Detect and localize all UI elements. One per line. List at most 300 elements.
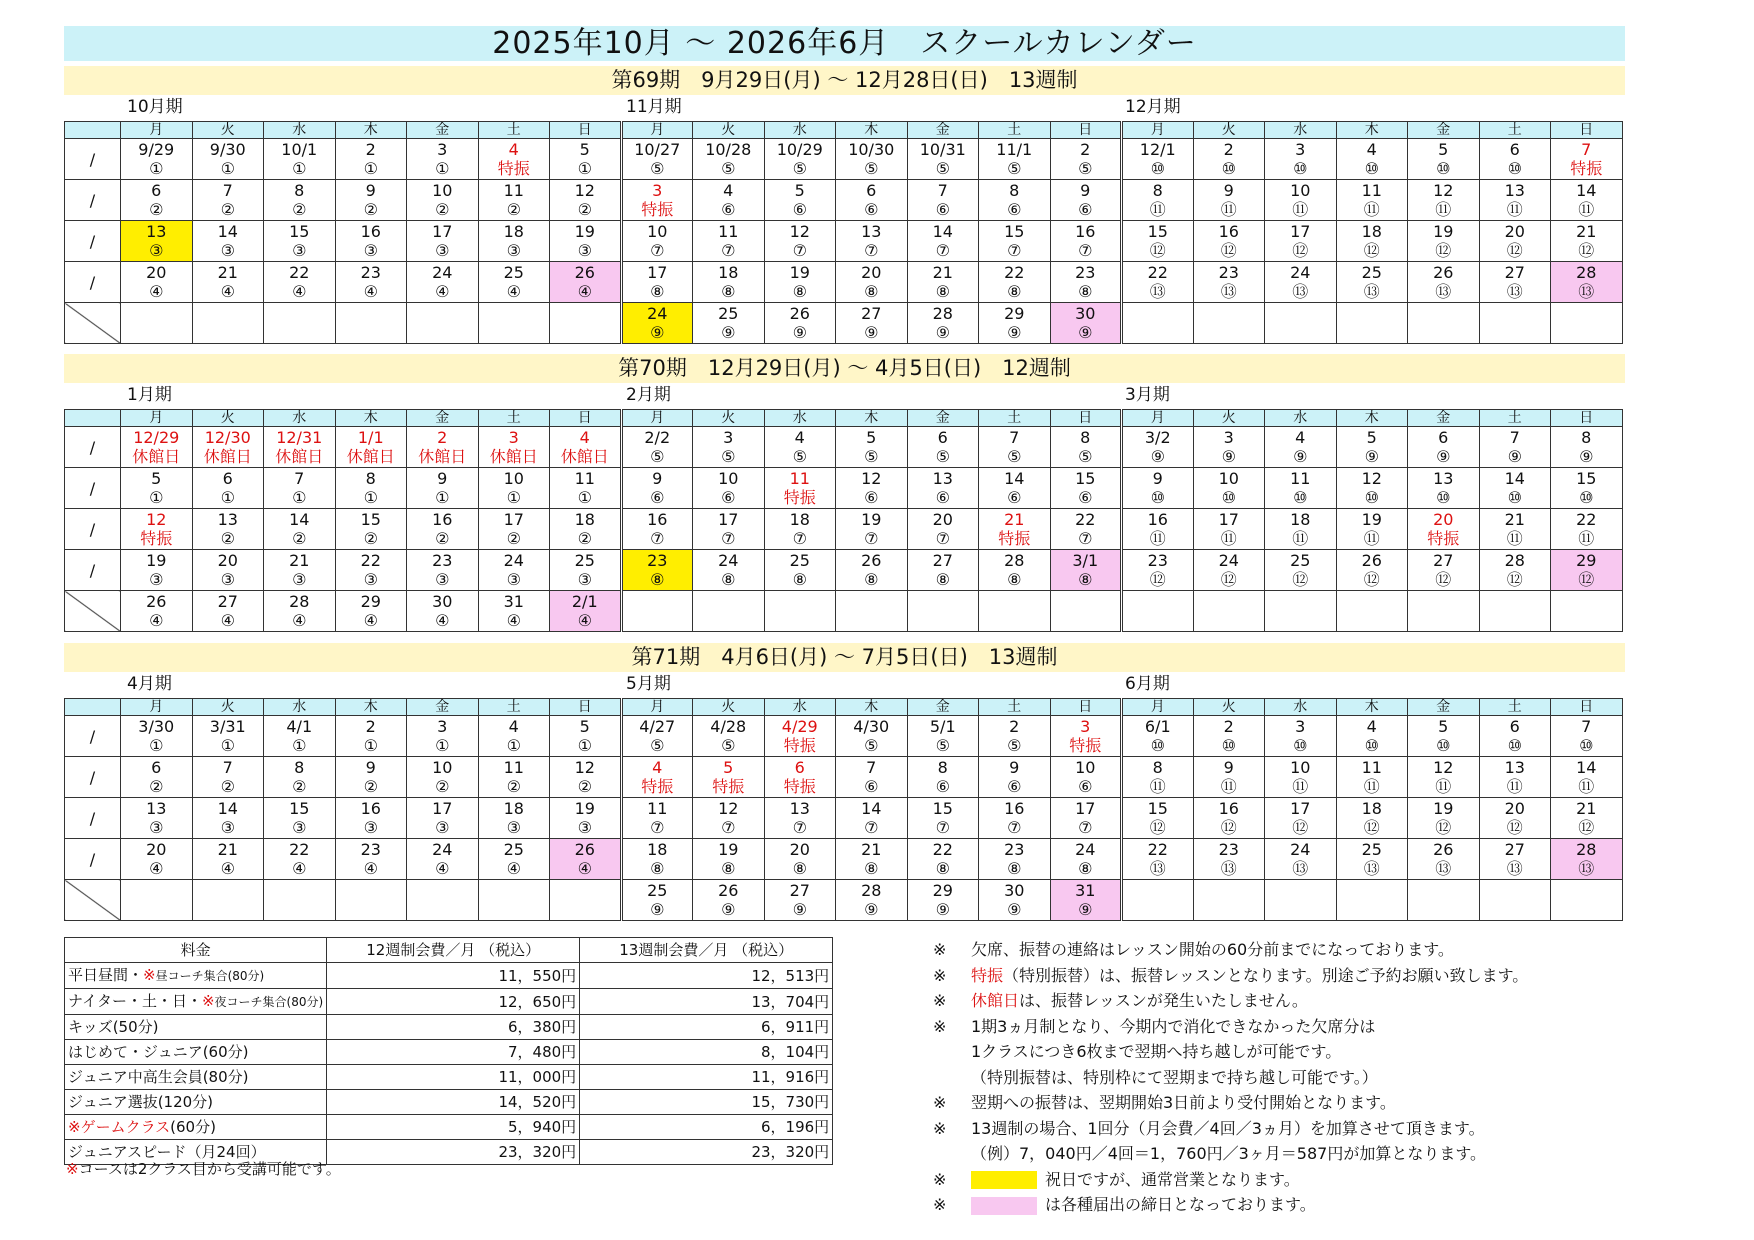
price-12-weeks: 23，320円: [327, 1140, 580, 1165]
day-cell: [1408, 303, 1480, 344]
day-date: 10/30: [848, 140, 895, 159]
week-number: ⑪: [1506, 529, 1523, 548]
day-cell: [1050, 468, 1122, 509]
day-cell: [907, 303, 979, 344]
day-date: 30: [1004, 881, 1025, 900]
day-cell: [1122, 262, 1194, 303]
day-cell: [1551, 221, 1623, 262]
day-date: 3: [437, 717, 448, 736]
day-date: 11: [1290, 469, 1311, 488]
day-cell: [1265, 716, 1337, 757]
week-number: ⑨: [1436, 447, 1451, 466]
week-number: 休館日: [203, 447, 252, 466]
day-cell: [1551, 427, 1623, 468]
day-date: 9: [1009, 758, 1020, 777]
day-cell: [1551, 509, 1623, 550]
day-date: 14: [217, 222, 238, 241]
day-cell: [1479, 468, 1551, 509]
day-date: 6/1: [1144, 717, 1171, 736]
week-number: ⑧: [935, 282, 950, 301]
day-date: 9: [1223, 758, 1234, 777]
week-number: ⑪: [1220, 200, 1237, 219]
weekday-header: 金: [1408, 122, 1480, 139]
day-date: 3/30: [138, 717, 175, 736]
day-date: 20: [1504, 799, 1525, 818]
day-cell: [1050, 757, 1122, 798]
day-date: 27: [1433, 551, 1454, 570]
week-number: ⑫: [1220, 241, 1237, 260]
week-number: ⑦: [1078, 529, 1093, 548]
day-date: 7: [866, 758, 877, 777]
week-number: ⑩: [1436, 159, 1451, 178]
day-date: 9: [1152, 469, 1163, 488]
weekday-header: 土: [979, 410, 1051, 427]
day-date: 22: [1004, 263, 1025, 282]
day-date: 3: [1295, 717, 1306, 736]
day-date: 8: [937, 758, 948, 777]
day-date: 19: [789, 263, 810, 282]
day-cell: [907, 509, 979, 550]
day-date: 20: [146, 840, 167, 859]
header-corner: [65, 699, 121, 716]
day-date: 5: [579, 717, 590, 736]
day-cell: [1408, 757, 1480, 798]
day-cell: [979, 262, 1051, 303]
price-12-weeks: 12，650円: [327, 989, 580, 1015]
day-date: 22: [360, 551, 381, 570]
week-number: ⑬: [1435, 282, 1452, 301]
week-number: ⑫: [1363, 570, 1380, 589]
day-cell: [1050, 509, 1122, 550]
day-date: 25: [1290, 551, 1311, 570]
day-date: 18: [574, 510, 595, 529]
week-number: ⑦: [792, 818, 807, 837]
footnote-mark: ※: [66, 1160, 79, 1178]
week-number: ⑤: [1007, 447, 1022, 466]
week-number: ⑦: [1007, 241, 1022, 260]
week-number: 特振: [783, 736, 816, 755]
day-date: 16: [1147, 510, 1168, 529]
day-cell: [335, 221, 407, 262]
weekday-header: 土: [979, 122, 1051, 139]
day-cell: [979, 221, 1051, 262]
day-cell: [621, 839, 693, 880]
weekday-header: 木: [335, 410, 407, 427]
day-date: 22: [289, 840, 310, 859]
day-date: 10/31: [919, 140, 966, 159]
day-cell: [1336, 262, 1408, 303]
price-12-weeks: 7，480円: [327, 1040, 580, 1065]
day-cell: [1479, 509, 1551, 550]
week-number: ⑨: [1364, 447, 1379, 466]
day-cell: [550, 427, 622, 468]
day-date: 24: [503, 551, 524, 570]
weekday-header: 火: [1193, 410, 1265, 427]
day-date: 7: [1509, 428, 1520, 447]
day-date: 19: [146, 551, 167, 570]
day-cell: [1551, 139, 1623, 180]
week-number: ⑩: [1221, 736, 1236, 755]
day-date: 14: [1576, 181, 1597, 200]
week-number: ③: [435, 570, 450, 589]
week-number: ④: [577, 611, 592, 630]
week-number: ⑥: [792, 200, 807, 219]
day-cell: [264, 468, 336, 509]
weekday-header: 金: [1408, 699, 1480, 716]
day-cell: [478, 757, 550, 798]
day-date: 11: [503, 758, 524, 777]
week-number: ⑬: [1149, 859, 1166, 878]
weekday-header: 水: [764, 410, 836, 427]
day-cell: [907, 262, 979, 303]
week-number: ②: [220, 777, 235, 796]
day-date: 5: [579, 140, 590, 159]
week-number: ③: [292, 570, 307, 589]
day-date: 29: [360, 592, 381, 611]
pricing-row: [65, 1040, 833, 1065]
row-mark: [65, 880, 121, 921]
month-label: 4月期: [127, 674, 172, 694]
day-date: 4/28: [710, 717, 747, 736]
day-date: 10: [1075, 758, 1096, 777]
day-cell: [1551, 716, 1623, 757]
price-13-weeks: 12，513円: [580, 963, 833, 989]
day-date: 21: [289, 551, 310, 570]
day-cell: [478, 591, 550, 632]
day-cell: [1408, 139, 1480, 180]
day-cell: [192, 839, 264, 880]
price-13-weeks: 6，196円: [580, 1115, 833, 1140]
day-cell: [1479, 839, 1551, 880]
day-date: 17: [1290, 222, 1311, 241]
day-date: 27: [1504, 840, 1525, 859]
day-date: 15: [289, 799, 310, 818]
pricing-row: [65, 963, 833, 989]
day-cell: [764, 427, 836, 468]
week-number: ⑬: [1220, 859, 1237, 878]
week-number: ⑥: [935, 488, 950, 507]
day-date: 23: [1218, 263, 1239, 282]
weekday-header: 金: [907, 122, 979, 139]
week-number: ①: [292, 736, 307, 755]
day-cell: [264, 262, 336, 303]
day-date: 4/27: [639, 717, 676, 736]
week-number: ②: [220, 529, 235, 548]
day-date: 6: [151, 181, 162, 200]
pricing-footnote: [66, 1158, 341, 1179]
day-cell: [1122, 221, 1194, 262]
day-cell: [335, 303, 407, 344]
day-date: 29: [1004, 304, 1025, 323]
pricing-row: [65, 1065, 833, 1090]
day-cell: [1122, 550, 1194, 591]
day-cell: [1336, 550, 1408, 591]
weekday-header: 火: [693, 122, 765, 139]
price-13-weeks: 11，916円: [580, 1065, 833, 1090]
day-date: 20: [861, 263, 882, 282]
week-row: [65, 303, 1623, 344]
day-cell: [1050, 262, 1122, 303]
day-date: 13: [1504, 181, 1525, 200]
day-cell: [1193, 468, 1265, 509]
day-cell: [1122, 591, 1194, 632]
week-number: ⑩: [1507, 159, 1522, 178]
page-title: 2025年10月 ～ 2026年6月 スクールカレンダー: [64, 26, 1625, 61]
calendar-table: [64, 409, 1623, 632]
day-date: 20: [217, 551, 238, 570]
day-cell: [621, 262, 693, 303]
day-cell: [836, 798, 908, 839]
week-number: ③: [506, 818, 521, 837]
day-date: 25: [647, 881, 668, 900]
week-number: ⑥: [721, 200, 736, 219]
month-label: 12月期: [1125, 97, 1181, 117]
day-cell: [550, 591, 622, 632]
day-cell: [1551, 262, 1623, 303]
day-cell: [335, 591, 407, 632]
day-cell: [1479, 880, 1551, 921]
week-number: ⑬: [1292, 859, 1309, 878]
day-date: 12: [861, 469, 882, 488]
day-date: 21: [1004, 510, 1025, 529]
day-date: 11: [503, 181, 524, 200]
week-number: ④: [506, 859, 521, 878]
day-cell: [335, 468, 407, 509]
week-number: ⑦: [650, 529, 665, 548]
day-cell: [192, 180, 264, 221]
day-cell: [1265, 221, 1337, 262]
day-cell: [1479, 798, 1551, 839]
day-cell: [1551, 468, 1623, 509]
week-number: ②: [577, 200, 592, 219]
week-row: [65, 221, 1623, 262]
week-number: ②: [292, 777, 307, 796]
week-number: ⑫: [1506, 241, 1523, 260]
day-cell: [621, 591, 693, 632]
day-cell: [407, 180, 479, 221]
week-number: ②: [435, 529, 450, 548]
day-date: 26: [1433, 263, 1454, 282]
week-number: ③: [292, 241, 307, 260]
day-date: 4: [794, 428, 805, 447]
day-date: 8: [1009, 181, 1020, 200]
week-number: ⑥: [1078, 200, 1093, 219]
month-label: 3月期: [1125, 385, 1170, 405]
week-number: ⑨: [1007, 900, 1022, 919]
pricing-row: [65, 1090, 833, 1115]
day-cell: [1122, 757, 1194, 798]
week-number: ⑤: [1078, 159, 1093, 178]
day-date: 14: [1504, 469, 1525, 488]
day-cell: [907, 757, 979, 798]
week-number: ⑦: [935, 818, 950, 837]
note-6b: （例）7，040円／4回＝1，760円／3ヶ月＝587円が加算となります。: [971, 1144, 1487, 1163]
day-date: 23: [360, 840, 381, 859]
day-cell: [621, 716, 693, 757]
day-cell: [1193, 839, 1265, 880]
week-number: ⑫: [1506, 570, 1523, 589]
week-number: ④: [363, 859, 378, 878]
week-number: ⑫: [1435, 818, 1452, 837]
week-number: ⑦: [1078, 241, 1093, 260]
pricing-header: 12週制会費／月 （税込）: [327, 938, 580, 963]
week-number: ⑧: [1078, 859, 1093, 878]
day-cell: [621, 798, 693, 839]
day-date: 5: [1438, 717, 1449, 736]
week-number: ⑩: [1150, 736, 1165, 755]
week-number: ④: [435, 282, 450, 301]
week-number: ②: [506, 777, 521, 796]
day-date: 8: [1152, 181, 1163, 200]
week-number: ⑥: [650, 488, 665, 507]
day-cell: [907, 139, 979, 180]
day-date: 19: [861, 510, 882, 529]
week-number: ⑩: [1507, 736, 1522, 755]
day-cell: [335, 180, 407, 221]
week-number: ④: [220, 859, 235, 878]
weekday-header: 火: [693, 410, 765, 427]
week-number: ①: [363, 159, 378, 178]
day-date: 16: [1218, 799, 1239, 818]
week-number: ⑩: [1221, 159, 1236, 178]
day-cell: [836, 509, 908, 550]
week-number: ③: [149, 241, 164, 260]
day-date: 26: [146, 592, 167, 611]
day-date: 18: [1361, 799, 1382, 818]
week-number: ⑪: [1220, 777, 1237, 796]
weekday-header: 日: [550, 410, 622, 427]
week-number: ⑫: [1149, 570, 1166, 589]
day-date: 26: [861, 551, 882, 570]
day-cell: [621, 757, 693, 798]
day-date: 12: [574, 758, 595, 777]
week-row: [65, 839, 1623, 880]
day-cell: [478, 303, 550, 344]
month-label: 11月期: [626, 97, 682, 117]
week-number: ③: [363, 818, 378, 837]
row-mark: /: [65, 509, 121, 550]
week-number: ⑪: [1149, 529, 1166, 548]
day-cell: [1193, 139, 1265, 180]
note-mark: ※: [933, 991, 947, 1010]
day-date: 17: [432, 799, 453, 818]
day-cell: [550, 262, 622, 303]
day-cell: [1408, 427, 1480, 468]
weekday-header: 月: [121, 122, 193, 139]
week-number: ②: [363, 529, 378, 548]
week-number: ⑥: [864, 200, 879, 219]
day-date: 17: [432, 222, 453, 241]
day-date: 6: [794, 758, 805, 777]
price-13-weeks: 15，730円: [580, 1090, 833, 1115]
weekday-header: 月: [1122, 122, 1194, 139]
day-cell: [121, 221, 193, 262]
day-cell: [550, 509, 622, 550]
day-cell: [1122, 839, 1194, 880]
week-number: ⑪: [1149, 777, 1166, 796]
day-date: 9: [1223, 181, 1234, 200]
week-number: ④: [435, 859, 450, 878]
note-2-red: 特振: [971, 965, 1004, 985]
note-mark: ※: [933, 1169, 947, 1189]
day-cell: [1336, 880, 1408, 921]
day-date: 13: [146, 799, 167, 818]
day-cell: [1408, 591, 1480, 632]
weekday-header: 水: [764, 122, 836, 139]
week-number: ⑫: [1292, 241, 1309, 260]
month-label: 2月期: [626, 385, 671, 405]
day-cell: [764, 468, 836, 509]
weekday-header: 金: [407, 410, 479, 427]
price-12-weeks: 6，380円: [327, 1015, 580, 1040]
week-number: ①: [149, 736, 164, 755]
day-date: 17: [503, 510, 524, 529]
day-cell: [693, 262, 765, 303]
week-number: ④: [506, 611, 521, 630]
week-number: ⑨: [1078, 900, 1093, 919]
note-8: は各種届出の締日となっております。: [1045, 1195, 1316, 1214]
day-date: 11: [647, 799, 668, 818]
day-date: 8: [1080, 428, 1091, 447]
week-number: ②: [292, 200, 307, 219]
day-cell: [1479, 716, 1551, 757]
day-date: 20: [1433, 510, 1454, 529]
week-number: ⑪: [1220, 529, 1237, 548]
week-number: ⑧: [864, 859, 879, 878]
week-number: ⑨: [1078, 323, 1093, 342]
day-date: 26: [1361, 551, 1382, 570]
day-date: 22: [1576, 510, 1597, 529]
course-label: ジュニアスピード（月24回）: [68, 1143, 266, 1161]
week-number: 特振: [1069, 736, 1102, 755]
day-cell: [192, 591, 264, 632]
day-cell: [1050, 716, 1122, 757]
day-cell: [907, 880, 979, 921]
day-cell: [1265, 550, 1337, 591]
week-number: ②: [577, 777, 592, 796]
week-number: ⑫: [1292, 818, 1309, 837]
day-cell: [836, 880, 908, 921]
week-number: ⑨: [1579, 447, 1594, 466]
day-cell: [121, 180, 193, 221]
week-number: ⑦: [1078, 818, 1093, 837]
day-cell: [264, 880, 336, 921]
day-cell: [550, 839, 622, 880]
week-number: ①: [292, 488, 307, 507]
day-date: 28: [289, 592, 310, 611]
note-7: 祝日ですが、通常営業となります。: [1045, 1169, 1300, 1189]
week-number: ③: [292, 818, 307, 837]
week-number: ⑩: [1221, 488, 1236, 507]
day-date: 6: [1509, 717, 1520, 736]
day-date: 22: [1147, 263, 1168, 282]
week-number: ⑥: [935, 777, 950, 796]
week-row: [65, 591, 1623, 632]
holiday-swatch: [971, 1171, 1037, 1189]
day-date: 13: [217, 510, 238, 529]
row-mark: /: [65, 716, 121, 757]
day-date: 2: [365, 140, 376, 159]
week-number: ①: [506, 736, 521, 755]
week-number: ⑨: [935, 900, 950, 919]
day-cell: [1408, 716, 1480, 757]
course-name: [65, 1090, 327, 1115]
day-cell: [335, 262, 407, 303]
day-date: 24: [1290, 840, 1311, 859]
row-mark: /: [65, 839, 121, 880]
week-number: ②: [363, 777, 378, 796]
weekday-header: 土: [478, 410, 550, 427]
